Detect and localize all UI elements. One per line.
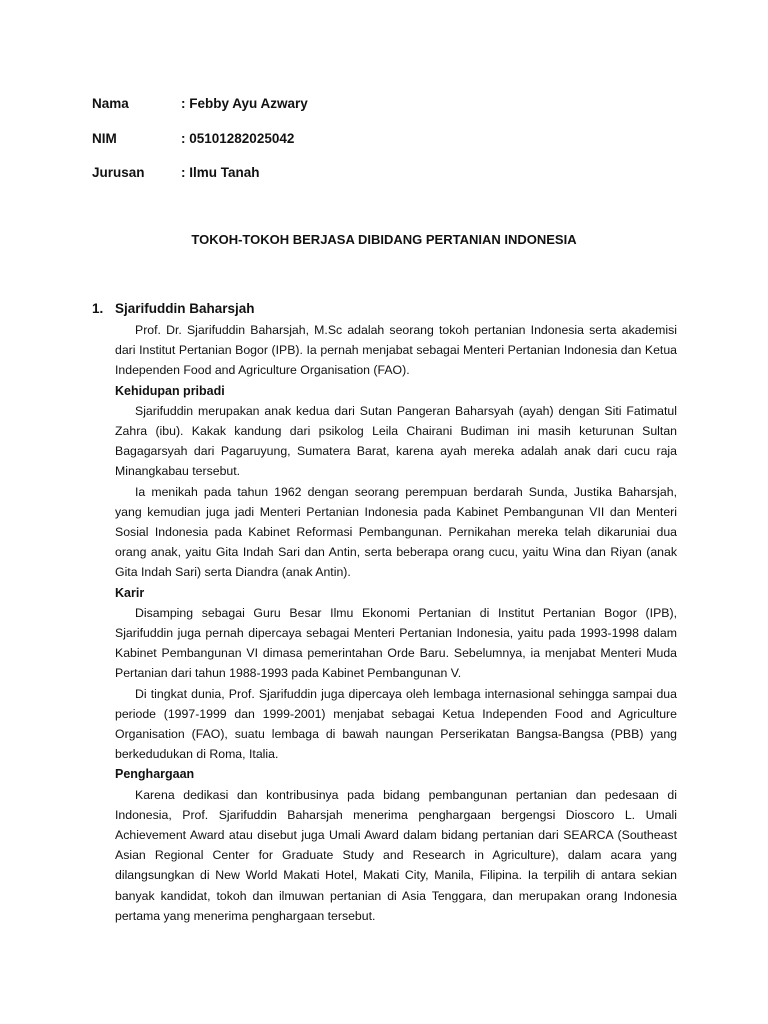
- subheading-personal-life: Kehidupan pribadi: [115, 383, 225, 398]
- document-title: TOKOH-TOKOH BERJASA DIBIDANG PERTANIAN INDONESIA: [191, 232, 577, 247]
- paragraph-awards: Karena dedikasi dan kontribusinya pada bidang pembangunan pertanian dan pedesaan di Indonesia, Prof. Sjarifuddin Baharsjah menerima penghargaan bergengsi Dioscoro L. Umali Achievement Award atau disebut juga Umali Award dalam bidang pertanian dari SEARCA (Southeast Asian Regional Center for Graduate Study and Research in Agriculture), dalam acara yang dilangsungkan di New World Makati Hotel, Makati City, Manila, Filipina. Ia terpilih di antara sekian banyak kandidat, tokoh dan ilmuwan pertanian di Asia Tenggara, dan merupakan orang Indonesia pertama yang menerima penghargaan tersebut.: [115, 787, 677, 923]
- nama-value: : Febby Ayu Azwary: [181, 96, 308, 111]
- nim-label: NIM: [92, 131, 117, 146]
- paragraph-marriage: Ia menikah pada tahun 1962 dengan seorang perempuan berdarah Sunda, Justika Baharsjah, yang kemudian juga jadi Menteri Pertanian Indonesia pada Kabinet Pembangunan VII dan Menteri Sosial Indonesia pada Kabinet Reformasi Pembangunan. Pernikahan mereka telah dikaruniai dua orang anak, yaitu Gita Indah Sari dan Antin, serta beberapa orang cucu, yaitu Wina dan Riyan (anak Gita Indah Sari) serta Diandra (anak Antin).: [115, 484, 677, 580]
- subheading-career: Karir: [115, 585, 145, 600]
- jurusan-label: Jurusan: [92, 165, 145, 180]
- section-heading: Sjarifuddin Baharsjah: [115, 301, 255, 316]
- subheading-awards: Penghargaan: [115, 767, 195, 782]
- paragraph-family: Sjarifuddin merupakan anak kedua dari Sutan Pangeran Baharsyah (ayah) dengan Siti Fatimatul Zahra (ibu). Kakak kandung dari psikolog Leila Chairani Budiman ini masih keturunan Sultan Bagagarsyah dari Pagaruyung, Sumatera Barat, karena ayah mereka adalah anak dari cucu raja Minangkabau tersebut.: [115, 403, 677, 479]
- paragraph-fao: Di tingkat dunia, Prof. Sjarifuddin juga dipercaya oleh lembaga internasional sehingga sampai dua periode (1997-1999 dan 1999-2001) menjabat sebagai Ketua Independen Food and Agriculture Organisation (FAO), suatu lembaga di bawah naungan Perserikatan Bangsa-Bangsa (PBB) yang berkedudukan di Roma, Italia.: [115, 686, 677, 762]
- section-body: [115, 320, 677, 926]
- jurusan-value: : Ilmu Tanah: [181, 165, 260, 180]
- nim-value: : 05101282025042: [181, 131, 295, 146]
- nama-row: [92, 96, 308, 111]
- nim-row: [92, 131, 294, 146]
- section-number: 1.: [92, 301, 104, 316]
- jurusan-row: [92, 165, 260, 180]
- intro-paragraph: Prof. Dr. Sjarifuddin Baharsjah, M.Sc adalah seorang tokoh pertanian Indonesia serta akademisi dari Institut Pertanian Bogor (IPB). Ia pernah menjabat sebagai Menteri Pertanian Indonesia dan Ketua Independen Food and Agriculture Organisation (FAO).: [115, 323, 677, 378]
- paragraph-career: Disamping sebagai Guru Besar Ilmu Ekonomi Pertanian di Institut Pertanian Bogor (IPB), Sjarifuddin juga pernah dipercaya sebagai Menteri Pertanian Indonesia, yaitu pada 1993-1998 dalam Kabinet Pembangunan VI dimasa pemerintahan Orde Baru. Sebelumnya, ia menjabat Menteri Muda Pertanian dari tahun 1988-1993 pada Kabinet Pembangunan V.: [115, 605, 677, 681]
- nama-label: Nama: [92, 96, 129, 111]
